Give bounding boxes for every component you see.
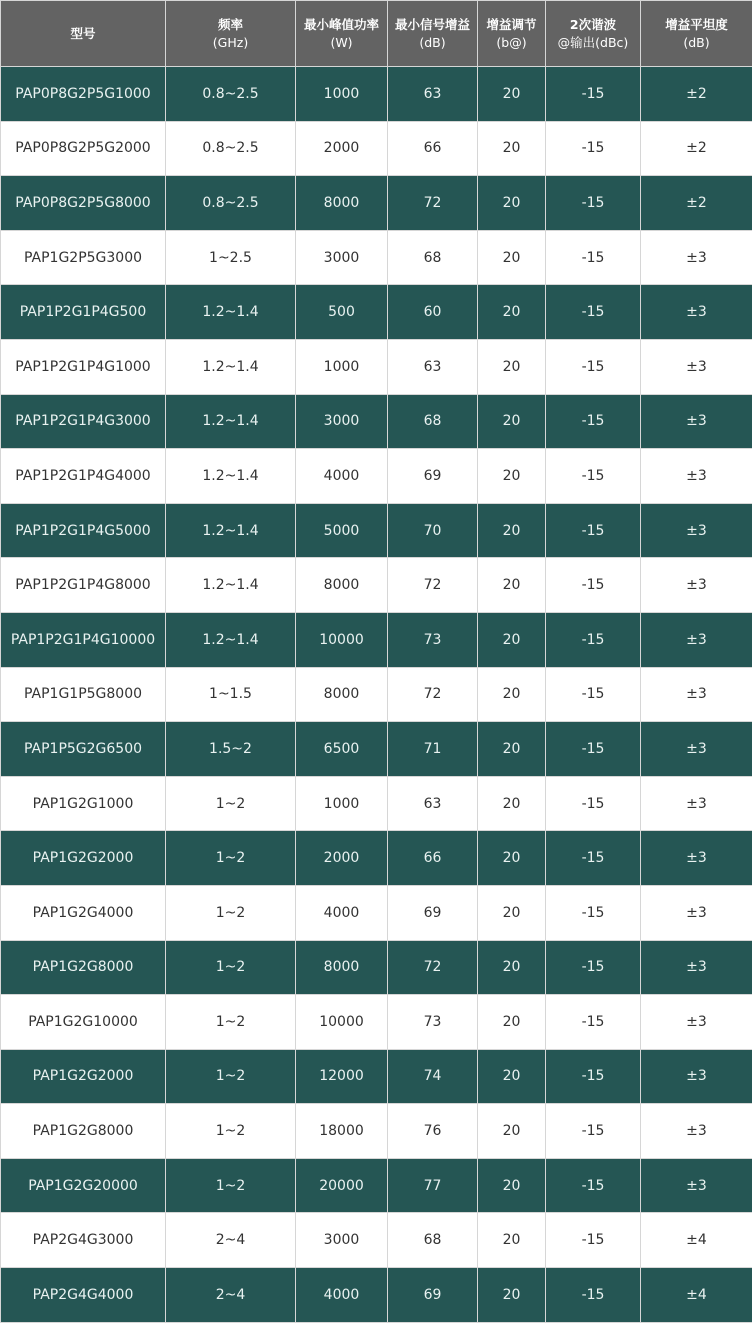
cell-harmonic: -15 (546, 995, 641, 1050)
cell-frequency: 1~2.5 (166, 230, 296, 285)
header-unit: (dB) (641, 34, 752, 52)
cell-model: PAP1P2G1P4G8000 (1, 558, 166, 613)
header-unit: (W) (296, 34, 387, 52)
cell-signal-gain: 72 (388, 176, 478, 231)
cell-peak-power: 1000 (296, 776, 388, 831)
cell-peak-power: 2000 (296, 121, 388, 176)
cell-gain-adjust: 20 (478, 940, 546, 995)
table-row (1, 1158, 752, 1213)
table-header (1, 1, 752, 67)
cell-peak-power: 4000 (296, 449, 388, 504)
cell-peak-power: 20000 (296, 1158, 388, 1213)
header-label: 最小信号增益 (395, 17, 470, 32)
cell-model: PAP1G2G4000 (1, 885, 166, 940)
cell-flatness: ±3 (641, 558, 752, 613)
cell-gain-adjust: 20 (478, 995, 546, 1050)
cell-gain-adjust: 20 (478, 667, 546, 722)
cell-signal-gain: 72 (388, 667, 478, 722)
cell-model: PAP1P2G1P4G4000 (1, 449, 166, 504)
header-label: 增益调节 (486, 17, 536, 32)
table-row (1, 394, 752, 449)
table-row (1, 612, 752, 667)
cell-gain-adjust: 20 (478, 558, 546, 613)
cell-harmonic: -15 (546, 67, 641, 122)
cell-model: PAP1P2G1P4G1000 (1, 339, 166, 394)
cell-flatness: ±2 (641, 176, 752, 231)
cell-harmonic: -15 (546, 176, 641, 231)
cell-model: PAP0P8G2P5G8000 (1, 176, 166, 231)
cell-flatness: ±3 (641, 503, 752, 558)
table-row (1, 667, 752, 722)
table-row (1, 1268, 752, 1323)
header-unit: (dB) (388, 34, 477, 52)
cell-flatness: ±3 (641, 995, 752, 1050)
cell-peak-power: 3000 (296, 394, 388, 449)
cell-frequency: 1~2 (166, 776, 296, 831)
cell-signal-gain: 66 (388, 831, 478, 886)
cell-flatness: ±3 (641, 776, 752, 831)
cell-signal-gain: 63 (388, 339, 478, 394)
cell-peak-power: 8000 (296, 558, 388, 613)
cell-signal-gain: 72 (388, 558, 478, 613)
table-row (1, 339, 752, 394)
cell-gain-adjust: 20 (478, 612, 546, 667)
cell-model: PAP1P5G2G6500 (1, 722, 166, 777)
cell-signal-gain: 69 (388, 885, 478, 940)
cell-harmonic: -15 (546, 1158, 641, 1213)
header-gain-flatness (641, 1, 752, 67)
cell-flatness: ±4 (641, 1268, 752, 1323)
cell-frequency: 1.2~1.4 (166, 449, 296, 504)
table-row (1, 831, 752, 886)
cell-signal-gain: 68 (388, 230, 478, 285)
cell-gain-adjust: 20 (478, 1268, 546, 1323)
cell-signal-gain: 69 (388, 1268, 478, 1323)
cell-frequency: 1~2 (166, 1049, 296, 1104)
cell-frequency: 1~2 (166, 940, 296, 995)
cell-model: PAP1G2G1000 (1, 776, 166, 831)
cell-gain-adjust: 20 (478, 339, 546, 394)
cell-signal-gain: 71 (388, 722, 478, 777)
header-unit: (b@) (478, 34, 545, 52)
table-row (1, 558, 752, 613)
cell-frequency: 2~4 (166, 1213, 296, 1268)
table-row (1, 776, 752, 831)
table-row (1, 121, 752, 176)
table-row (1, 722, 752, 777)
cell-model: PAP1G2G8000 (1, 940, 166, 995)
cell-gain-adjust: 20 (478, 67, 546, 122)
cell-model: PAP1P2G1P4G500 (1, 285, 166, 340)
cell-harmonic: -15 (546, 1268, 641, 1323)
cell-frequency: 1~2 (166, 885, 296, 940)
table-row (1, 449, 752, 504)
cell-flatness: ±3 (641, 1049, 752, 1104)
table-row (1, 503, 752, 558)
cell-flatness: ±2 (641, 67, 752, 122)
cell-signal-gain: 73 (388, 612, 478, 667)
cell-harmonic: -15 (546, 1049, 641, 1104)
cell-peak-power: 6500 (296, 722, 388, 777)
cell-model: PAP2G4G4000 (1, 1268, 166, 1323)
cell-peak-power: 12000 (296, 1049, 388, 1104)
cell-flatness: ±3 (641, 612, 752, 667)
header-label: 频率 (218, 17, 243, 32)
cell-peak-power: 10000 (296, 612, 388, 667)
cell-flatness: ±4 (641, 1213, 752, 1268)
cell-harmonic: -15 (546, 722, 641, 777)
table-body (1, 67, 752, 1323)
cell-peak-power: 1000 (296, 67, 388, 122)
cell-flatness: ±3 (641, 831, 752, 886)
cell-harmonic: -15 (546, 1104, 641, 1159)
header-label: 最小峰值功率 (304, 17, 379, 32)
cell-gain-adjust: 20 (478, 1213, 546, 1268)
cell-peak-power: 5000 (296, 503, 388, 558)
cell-harmonic: -15 (546, 776, 641, 831)
cell-signal-gain: 76 (388, 1104, 478, 1159)
header-second-harmonic (546, 1, 641, 67)
cell-harmonic: -15 (546, 285, 641, 340)
cell-peak-power: 4000 (296, 1268, 388, 1323)
cell-gain-adjust: 20 (478, 285, 546, 340)
cell-flatness: ±3 (641, 394, 752, 449)
cell-gain-adjust: 20 (478, 449, 546, 504)
cell-harmonic: -15 (546, 558, 641, 613)
cell-harmonic: -15 (546, 449, 641, 504)
cell-frequency: 1.2~1.4 (166, 339, 296, 394)
table-row (1, 67, 752, 122)
cell-frequency: 1.2~1.4 (166, 558, 296, 613)
cell-peak-power: 8000 (296, 176, 388, 231)
cell-model: PAP1G2G2000 (1, 831, 166, 886)
cell-signal-gain: 73 (388, 995, 478, 1050)
table-row (1, 995, 752, 1050)
cell-harmonic: -15 (546, 394, 641, 449)
header-frequency (166, 1, 296, 67)
cell-signal-gain: 68 (388, 394, 478, 449)
table-row (1, 1104, 752, 1159)
cell-gain-adjust: 20 (478, 230, 546, 285)
cell-gain-adjust: 20 (478, 176, 546, 231)
header-unit: @输出(dBc) (546, 34, 640, 52)
cell-frequency: 1.2~1.4 (166, 503, 296, 558)
cell-gain-adjust: 20 (478, 121, 546, 176)
cell-peak-power: 3000 (296, 1213, 388, 1268)
cell-peak-power: 18000 (296, 1104, 388, 1159)
cell-flatness: ±3 (641, 230, 752, 285)
cell-gain-adjust: 20 (478, 394, 546, 449)
cell-peak-power: 2000 (296, 831, 388, 886)
cell-harmonic: -15 (546, 230, 641, 285)
cell-flatness: ±3 (641, 885, 752, 940)
cell-harmonic: -15 (546, 667, 641, 722)
table-row (1, 1213, 752, 1268)
cell-frequency: 1~2 (166, 1104, 296, 1159)
header-label: 增益平坦度 (665, 17, 728, 32)
cell-harmonic: -15 (546, 1213, 641, 1268)
cell-signal-gain: 74 (388, 1049, 478, 1104)
cell-harmonic: -15 (546, 885, 641, 940)
cell-frequency: 1.2~1.4 (166, 612, 296, 667)
cell-gain-adjust: 20 (478, 776, 546, 831)
cell-model: PAP1G2G20000 (1, 1158, 166, 1213)
cell-peak-power: 4000 (296, 885, 388, 940)
header-model (1, 1, 166, 67)
cell-model: PAP2G4G3000 (1, 1213, 166, 1268)
cell-gain-adjust: 20 (478, 831, 546, 886)
cell-flatness: ±3 (641, 449, 752, 504)
cell-harmonic: -15 (546, 612, 641, 667)
cell-model: PAP1P2G1P4G3000 (1, 394, 166, 449)
cell-frequency: 1.5~2 (166, 722, 296, 777)
cell-harmonic: -15 (546, 503, 641, 558)
header-row (1, 1, 752, 67)
table-row (1, 1049, 752, 1104)
cell-signal-gain: 72 (388, 940, 478, 995)
cell-frequency: 0.8~2.5 (166, 176, 296, 231)
table-row (1, 176, 752, 231)
cell-flatness: ±3 (641, 339, 752, 394)
cell-model: PAP1P2G1P4G5000 (1, 503, 166, 558)
header-label: 2次谐波 (570, 17, 616, 32)
cell-harmonic: -15 (546, 121, 641, 176)
header-min-peak-power (296, 1, 388, 67)
cell-signal-gain: 63 (388, 67, 478, 122)
cell-frequency: 1~2 (166, 831, 296, 886)
cell-model: PAP1G2G10000 (1, 995, 166, 1050)
cell-flatness: ±2 (641, 121, 752, 176)
cell-model: PAP0P8G2P5G2000 (1, 121, 166, 176)
cell-signal-gain: 63 (388, 776, 478, 831)
cell-gain-adjust: 20 (478, 1104, 546, 1159)
cell-frequency: 0.8~2.5 (166, 67, 296, 122)
cell-frequency: 1.2~1.4 (166, 394, 296, 449)
cell-harmonic: -15 (546, 831, 641, 886)
header-gain-adjust (478, 1, 546, 67)
cell-gain-adjust: 20 (478, 1158, 546, 1213)
cell-signal-gain: 60 (388, 285, 478, 340)
cell-frequency: 1~2 (166, 995, 296, 1050)
cell-peak-power: 500 (296, 285, 388, 340)
cell-harmonic: -15 (546, 339, 641, 394)
cell-signal-gain: 68 (388, 1213, 478, 1268)
table-row (1, 230, 752, 285)
cell-gain-adjust: 20 (478, 503, 546, 558)
cell-frequency: 1.2~1.4 (166, 285, 296, 340)
cell-harmonic: -15 (546, 940, 641, 995)
cell-frequency: 1~1.5 (166, 667, 296, 722)
header-unit: (GHz) (166, 34, 295, 52)
cell-model: PAP1G2G8000 (1, 1104, 166, 1159)
table-row (1, 885, 752, 940)
cell-peak-power: 8000 (296, 667, 388, 722)
table-row (1, 285, 752, 340)
cell-frequency: 2~4 (166, 1268, 296, 1323)
cell-gain-adjust: 20 (478, 885, 546, 940)
cell-peak-power: 1000 (296, 339, 388, 394)
cell-flatness: ±3 (641, 722, 752, 777)
header-min-signal-gain (388, 1, 478, 67)
cell-flatness: ±3 (641, 940, 752, 995)
cell-frequency: 1~2 (166, 1158, 296, 1213)
cell-signal-gain: 70 (388, 503, 478, 558)
cell-model: PAP1G2G2000 (1, 1049, 166, 1104)
cell-flatness: ±3 (641, 1158, 752, 1213)
table-row (1, 940, 752, 995)
cell-signal-gain: 66 (388, 121, 478, 176)
cell-peak-power: 10000 (296, 995, 388, 1050)
cell-model: PAP1G1P5G8000 (1, 667, 166, 722)
cell-peak-power: 3000 (296, 230, 388, 285)
cell-flatness: ±3 (641, 285, 752, 340)
cell-signal-gain: 77 (388, 1158, 478, 1213)
cell-peak-power: 8000 (296, 940, 388, 995)
cell-flatness: ±3 (641, 667, 752, 722)
cell-model: PAP1P2G1P4G10000 (1, 612, 166, 667)
cell-model: PAP1G2P5G3000 (1, 230, 166, 285)
cell-gain-adjust: 20 (478, 1049, 546, 1104)
cell-model: PAP0P8G2P5G1000 (1, 67, 166, 122)
cell-gain-adjust: 20 (478, 722, 546, 777)
header-label: 型号 (70, 26, 95, 41)
cell-frequency: 0.8~2.5 (166, 121, 296, 176)
cell-flatness: ±3 (641, 1104, 752, 1159)
cell-signal-gain: 69 (388, 449, 478, 504)
